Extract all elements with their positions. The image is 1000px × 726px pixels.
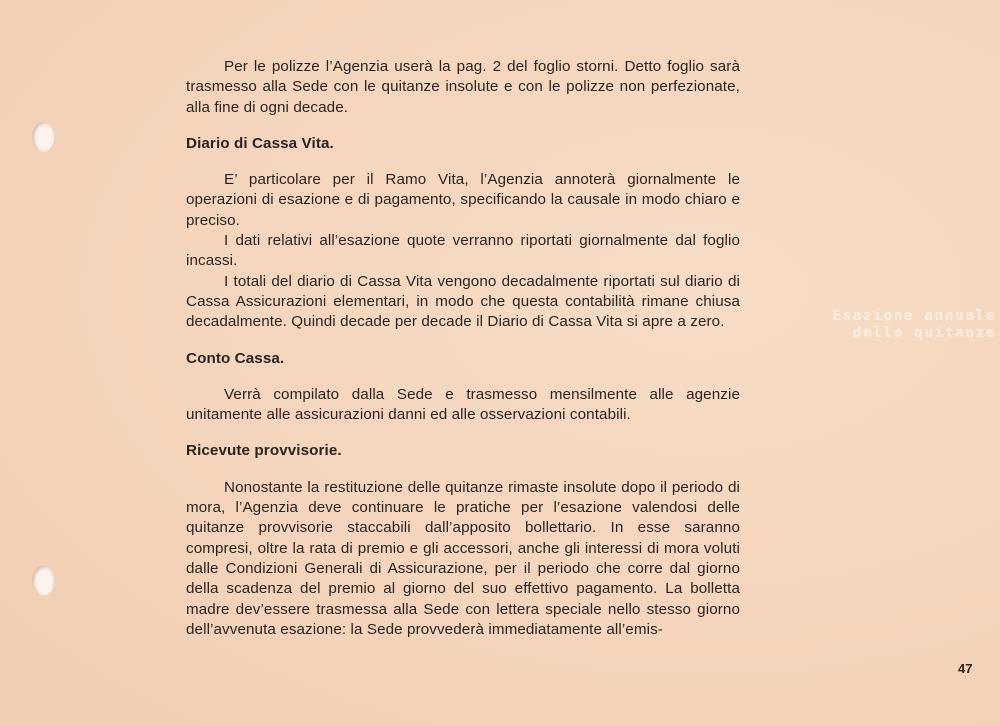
spacer xyxy=(186,118,740,134)
ricevute-paragraph: Nonostante la restituzione delle quitanze rimaste insolute dopo il periodo di mora, l’Agenzia deve continuare le pratiche per l’esazione valendosi delle quitanze provvisorie staccabili dall’apposito bollettario. In esse saranno compresi, oltre la rata di premio e gli accessori, anche gli interessi di mora voluti dalle Condizioni Generali di Assicurazione, per il periodo che corre dal giorno della scadenza del premio al giorno del suo effettivo pagamento. La bolletta madre dev’essere trasmessa alla Sede con lettera speciale nello stesso giorno dell’avvenuta esazione: la Sede provvederà immediatamente all’emis- xyxy=(186,478,740,638)
conto-paragraph: Verrà compilato dalla Sede e trasmesso mensilmente alle agenzie unitamente alle assicurazioni danni ed alle osservazioni contabili. xyxy=(186,385,740,424)
diario-paragraph-2: I dati relativi all’esazione quote verranno riportati giornalmente dal foglio incassi. xyxy=(186,232,740,270)
intro-paragraph: Per le polizze l’Agenzia userà la pag. 2 del foglio storni. Detto foglio sarà trasmesso alla Sede con le quitanze insolute e con le polizze non perfezionate, alla fine di ogni decade. xyxy=(186,58,740,116)
diario-paragraph-3: I totali del diario di Cassa Vita vengono decadalmente riportati sul diario di Cassa Assicurazioni elementari, in modo che questa contabilità rimane chiusa decadalmente. Quindi decade per decade il Diario di Cassa Vita si apre a zero. xyxy=(186,272,740,331)
faded-side-note xyxy=(776,308,996,342)
side-note-line-2: delle quitanze xyxy=(852,325,996,341)
heading-ricevute: Ricevute provvisorie. xyxy=(186,442,342,460)
document-body xyxy=(186,57,740,640)
punch-hole-top xyxy=(32,122,54,152)
heading-conto: Conto Cassa. xyxy=(186,349,285,367)
spacer xyxy=(186,462,740,478)
page-number: 47 xyxy=(958,661,973,676)
spacer xyxy=(186,333,740,349)
spacer xyxy=(186,369,740,385)
spacer xyxy=(186,154,740,170)
heading-diario: Diario di Cassa Vita. xyxy=(186,134,334,152)
punch-hole-bottom xyxy=(32,566,54,596)
spacer xyxy=(186,425,740,441)
side-note-line-1: Esazione annuale xyxy=(832,308,996,324)
diario-paragraph-1: E’ particolare per il Ramo Vita, l’Agenzia annoterà giornalmente le operazioni di esazione e di pagamento, specificando la causale in modo chiaro e preciso. xyxy=(186,171,740,229)
